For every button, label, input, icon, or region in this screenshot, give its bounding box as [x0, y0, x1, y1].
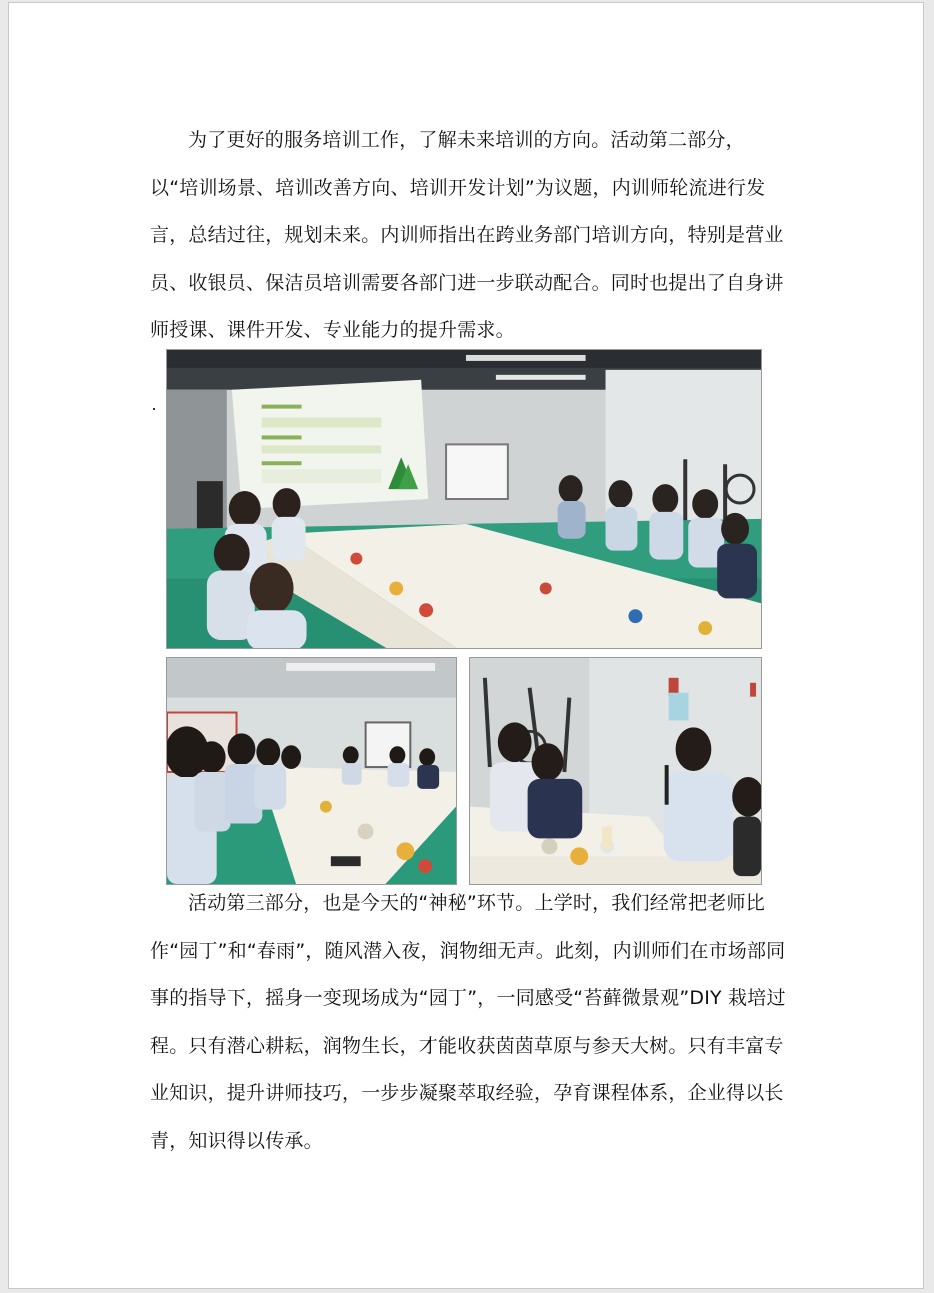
- long-table-discussion-photo: [166, 657, 457, 885]
- paragraph-1: 为了更好的服务培训工作，了解未来培训的方向。活动第二部分，以“培训场景、培训改善方向、培训开发计划”为议题，内训师轮流进行发言，总结过往，规划未来。内训师指出在跨业务部门培训方向，特别是营业员、收银员、保洁员培训需要各部门进一步联动配合。同时也提出了自身讲师授课、课件开发、专业能力的提升需求。: [150, 129, 784, 341]
- speaker-with-microphone-photo: [469, 657, 762, 885]
- meeting-room-projection-photo: [166, 349, 762, 649]
- document-page: [8, 2, 924, 1289]
- stray-mark: [153, 408, 155, 410]
- paragraph-2: 活动第三部分，也是今天的“神秘”环节。上学时，我们经常把老师比作“园丁”和“春雨”，随风潜入夜，润物细无声。此刻，内训师们在市场部同事的指导下，摇身一变现场成为“园丁”，一同感受“苔藓微景观”DIY 栽培过程。只有潜心耕耘，润物生长，才能收获茵茵草原与参天大树。只有丰富专业知识，提升讲师技巧，一步步凝聚萃取经验，孕育课程体系，企业得以长青，知识得以传承。: [150, 892, 786, 1152]
